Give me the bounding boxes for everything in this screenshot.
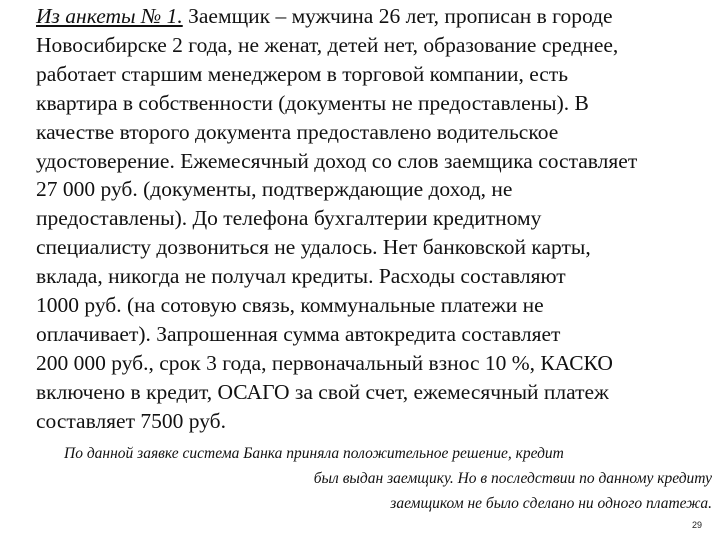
questionnaire-line: оплачивает). Запрошенная сумма автокредита составляет [36,321,561,346]
questionnaire-line: 200 000 руб., срок 3 года, первоначальный взнос 10 %, КАСКО [36,350,613,375]
questionnaire-line: 27 000 руб. (документы, подтверждающие доход, не [36,177,513,202]
conclusion-line: заемщиком не было сделано ни одного платежа. [390,495,712,512]
questionnaire-line: вклада, никогда не получал кредиты. Расходы составляют [36,264,566,289]
questionnaire-line: специалисту дозвониться не удалось. Нет банковской карты, [36,235,591,260]
questionnaire-line-text: Заемщик – мужчина 26 лет, прописан в городе [182,4,613,28]
questionnaire-line: качестве второго документа предоставлено водительское [36,119,559,144]
conclusion-line: По данной заявке система Банка приняла положительное решение, кредит [64,445,564,462]
conclusion-line: был выдан заемщику. Но в последствии по данному кредиту [313,470,712,487]
conclusion-note [40,441,712,516]
questionnaire-line: Новосибирске 2 года, не женат, детей нет, образование среднее, [36,32,619,57]
questionnaire-line: квартира в собственности (документы не предоставлены). В [36,90,589,115]
questionnaire-line: включено в кредит, ОСАГО за свой счет, ежемесячный платеж [36,379,609,404]
page-number: 29 [691,520,702,530]
questionnaire-line: удостоверение. Ежемесячный доход со слов заемщика составляет [36,148,638,173]
questionnaire-line: предоставлены). До телефона бухгалтерии кредитному [36,206,542,231]
questionnaire-line: составляет 7500 руб. [36,408,226,433]
questionnaire-line: 1000 руб. (на сотовую связь, коммунальные платежи не [36,293,544,318]
questionnaire-text [36,2,716,436]
questionnaire-source-label: Из анкеты № 1. [36,4,183,28]
questionnaire-line [36,2,716,31]
questionnaire-line: работает старшим менеджером в торговой компании, есть [36,61,569,86]
